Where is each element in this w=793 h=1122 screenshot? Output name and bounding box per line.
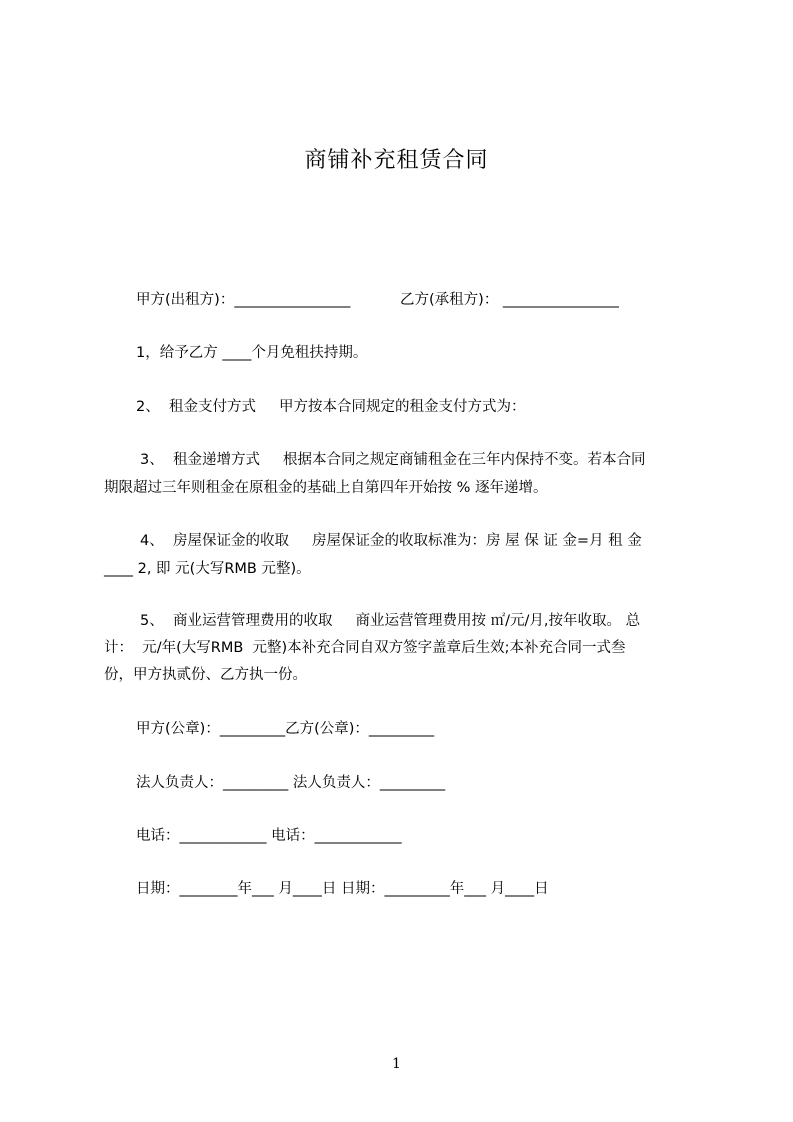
party-a-line: 甲方(出租方)：________________ xyxy=(136,292,351,308)
seal-line: 甲方(公章)：_________乙方(公章)：_________ xyxy=(136,721,435,737)
legal-rep-line: 法人负责人：_________ 法人负责人：_________ xyxy=(136,775,446,791)
phone-line: 电话：____________ 电话：____________ xyxy=(136,828,402,844)
clause-2: 2、 租金支付方式 甲方按本合同规定的租金支付方式为： xyxy=(136,399,526,415)
clause-4-line-1: 4、 房屋保证金的收取 房屋保证金的收取标准为：房 屋 保 证 金=月 租 金 xyxy=(140,533,642,549)
clause-5-line-2: 计： 元/年(大写RMB 元整)本补充合同自双方签字盖章后生效;本补充合同一式叁 xyxy=(104,640,626,656)
clause-5-line-1: 5、 商业运营管理费用的收取 商业运营管理费用按 ㎡/元/月,按年收取。 总 xyxy=(140,613,641,629)
clause-3-line-1: 3、 租金递增方式 根据本合同之规定商铺租金在三年内保持不变。若本合同 xyxy=(140,452,646,468)
clause-3-line-2: 期限超过三年则租金在原租金的基础上自第四年开始按 % 逐年递增。 xyxy=(104,480,548,496)
date-line: 日期：________年___ 月____日 日期：_________年___ 月____日 xyxy=(136,881,549,897)
party-b-line: 乙方(承租方)： ________________ xyxy=(400,292,619,308)
clause-1: 1，给予乙方 ____个月免租扶持期。 xyxy=(136,345,368,361)
document-title: 商铺补充租赁合同 xyxy=(304,148,489,173)
clause-5-line-3: 份，甲方执贰份、乙方执一份。 xyxy=(104,667,307,683)
page-number: 1 xyxy=(392,1056,401,1072)
clause-4-line-2: ____ 2, 即 元(大写RMB 元整)。 xyxy=(104,561,311,577)
